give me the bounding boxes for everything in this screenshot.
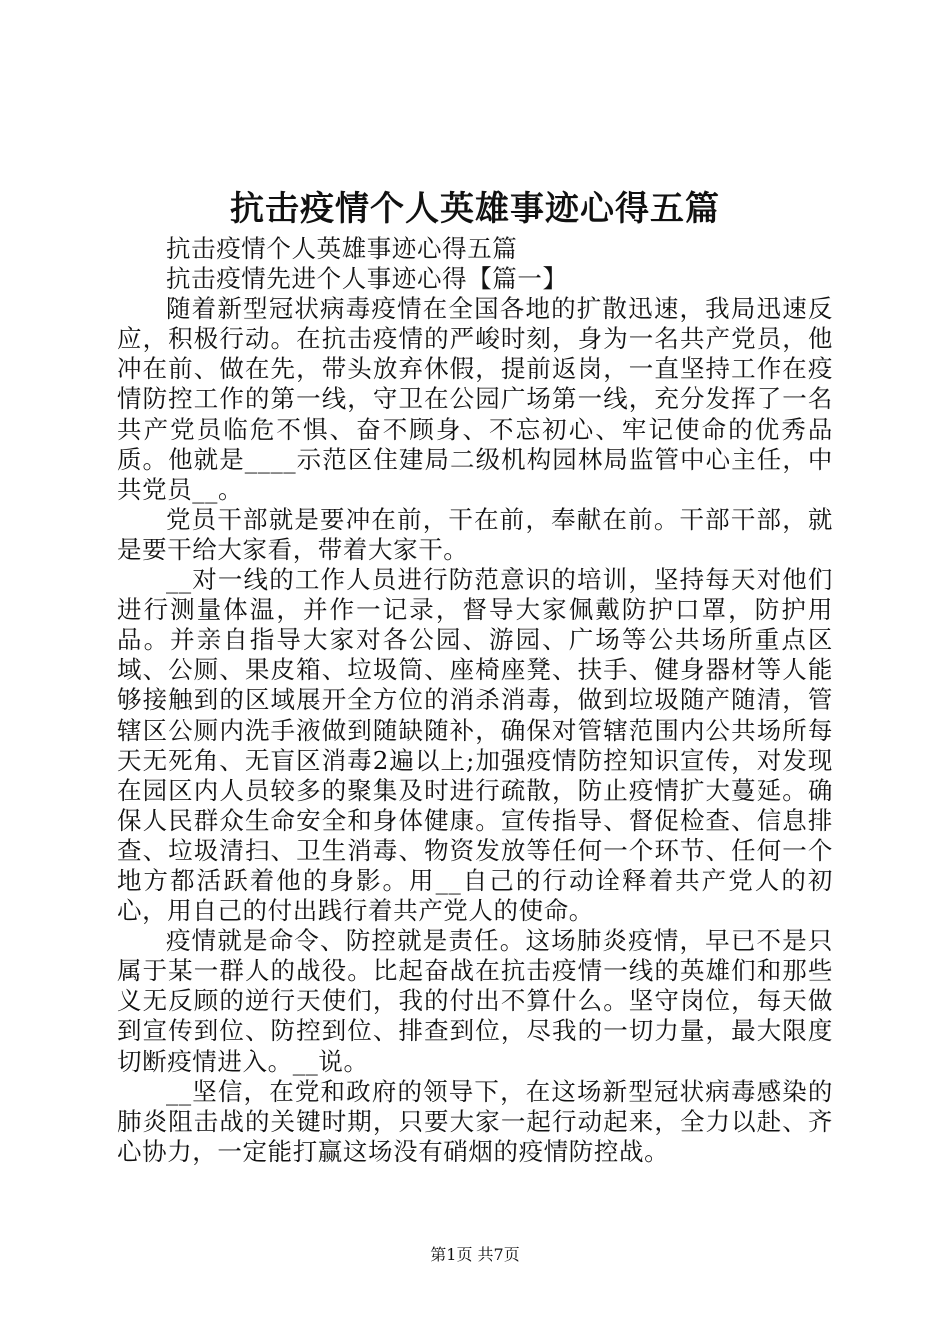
paragraph: 党员干部就是要冲在前，干在前，奉献在前。干部干部，就是要干给大家看，带着大家干。 (117, 504, 833, 564)
paragraph: __对一线的工作人员进行防范意识的培训，坚持每天对他们进行测量体温，并作一记录，督导大家佩戴防护口罩，防护用品。并亲自指导大家对各公园、游园、广场等公共场所重点区域、公厕、果皮箱、垃圾筒、座椅座凳、扶手、健身器材等人能够接触到的区域展开全方位的消杀消毒，做到垃圾随产随清，管辖区公厕内洗手液做到随缺随补，确保对管辖范围内公共场所每天无死角、无盲区消毒2遍以上;加强疫情防控知识宣传，对发现在园区内人员较多的聚集及时进行疏散，防止疫情扩大蔓延。确保人民群众生命安全和身体健康。宣传指导、督促检查、信息排查、垃圾清扫、卫生消毒、物资发放等任何一个环节、任何一个地方都活跃着他的身影。用__自己的行动诠释着共产党人的初心，用自己的付出践行着共产党人的使命。 (117, 565, 833, 926)
page-number-footer: 第1页 共7页 (430, 1245, 520, 1264)
document-body (117, 234, 833, 1167)
page-title: 抗击疫情个人英雄事迹心得五篇 (230, 189, 720, 229)
paragraph: 随着新型冠状病毒疫情在全国各地的扩散迅速，我局迅速反应，积极行动。在抗击疫情的严峻时刻，身为一名共产党员，他冲在前、做在先，带头放弃休假，提前返岗，一直坚持工作在疫情防控工作的第一线，守卫在公园广场第一线，充分发挥了一名共产党员临危不惧、奋不顾身、不忘初心、牢记使命的优秀品质。他就是____示范区住建局二级机构园林局监管中心主任，中共党员__。 (117, 294, 833, 504)
paragraph: __坚信，在党和政府的领导下，在这场新型冠状病毒感染的肺炎阻击战的关键时期，只要大家一起行动起来，全力以赴、齐心协力，一定能打赢这场没有硝烟的疫情防控战。 (117, 1076, 833, 1166)
subtitle-line: 抗击疫情个人英雄事迹心得五篇 (166, 234, 518, 263)
section-heading: 抗击疫情先进个人事迹心得【篇一】 (166, 264, 568, 294)
paragraph: 疫情就是命令、防控就是责任。这场肺炎疫情，早已不是只属于某一群人的战役。比起奋战在抗击疫情一线的英雄们和那些义无反顾的逆行天使们，我的付出不算什么。坚守岗位，每天做到宣传到位、防控到位、排查到位，尽我的一切力量，最大限度切断疫情进入。__说。 (117, 926, 833, 1076)
